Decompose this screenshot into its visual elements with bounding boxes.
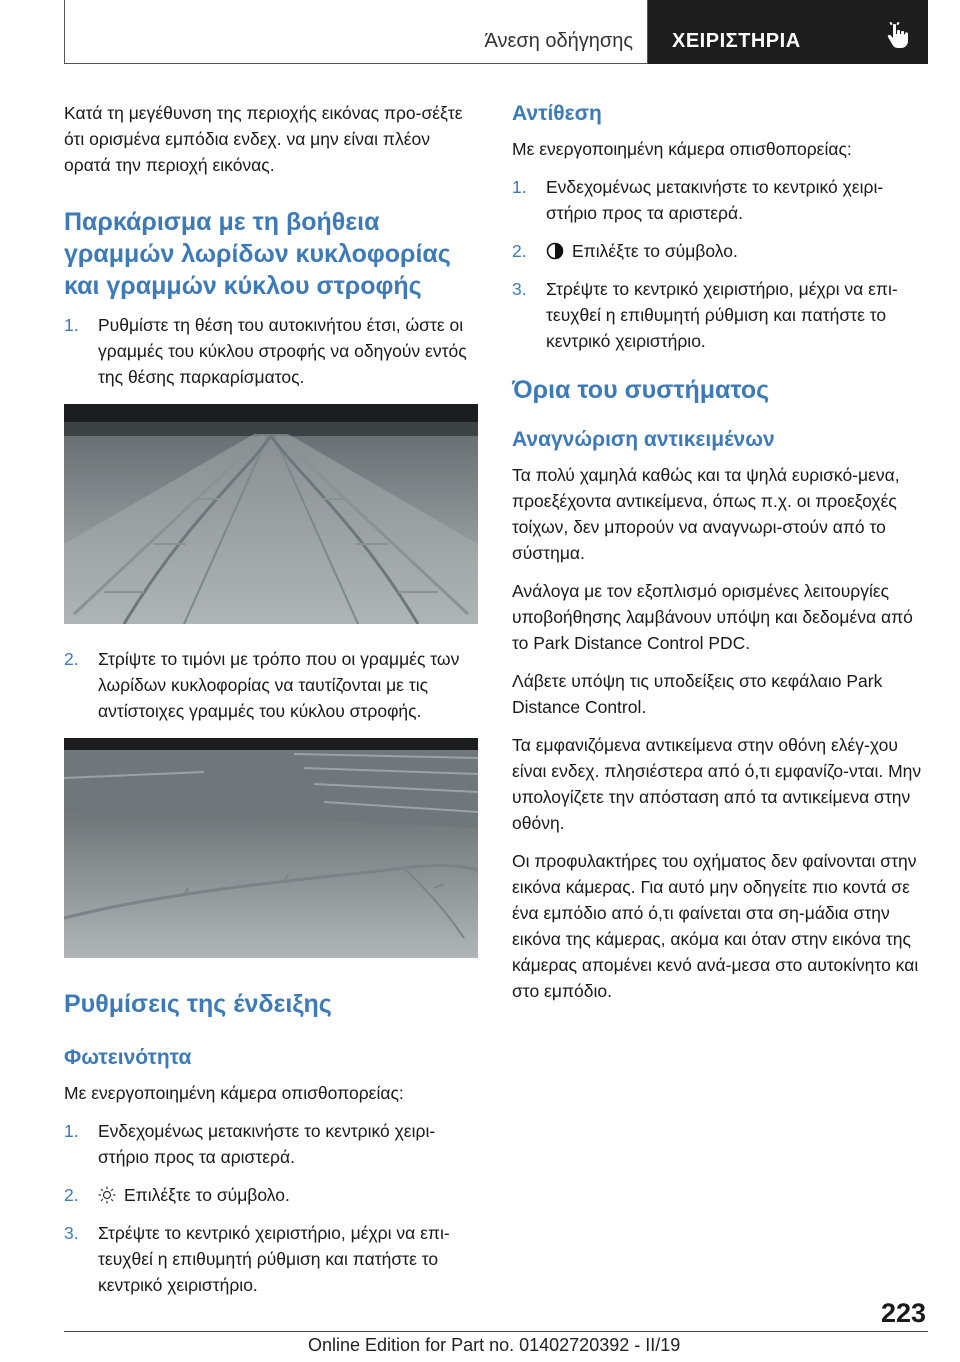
step-text: Ενδεχομένως μετακινήστε το κεντρικό χειρι-στήριο προς τα αριστερά. [98, 1121, 436, 1167]
contrast-step-1 [512, 174, 926, 226]
step-text: Επιλέξτε το σύμβολο. [572, 241, 738, 261]
brightness-sun-icon [98, 1186, 116, 1204]
brightness-step-3 [64, 1220, 478, 1298]
parking-heading: Παρκάρισμα με τη βοήθεια γραμμών λωρίδων κυκλοφορίας και γραμμών κύκλου στροφής [64, 208, 451, 300]
brightness-step-2 [64, 1182, 478, 1208]
footer-divider [64, 1331, 928, 1332]
step-number: 1. [64, 1121, 79, 1141]
edition-note: Online Edition for Part no. 01402720392 - II/19 [308, 1335, 681, 1355]
step-text: Στρίψτε το τιμόνι με τρόπο που οι γραμμές των λωρίδων κυκλοφορίας να ταυτίζονται με τις αντίστοιχες γραμμές του κύκλου στροφής. [98, 649, 460, 721]
brightness-intro: Με ενεργοποιημένη κάμερα οπισθοπορείας: [64, 1083, 404, 1103]
paragraph: Τα εμφανιζόμενα αντικείμενα στην οθόνη ελέγ-χου είναι ενδεχ. πλησιέστερα από ό,τι εμφανίζο-νται. Μην υπολογίζετε την απόσταση από τα αντικείμενα στην οθόνη. [512, 735, 922, 833]
chapter-tab [648, 0, 928, 64]
section-title: Άνεση οδήγησης [484, 30, 633, 52]
contrast-step-2 [512, 238, 926, 264]
brightness-steps [64, 1118, 478, 1298]
page-number: 223 [880, 1298, 926, 1328]
paragraph: Λάβετε υπόψη τις υποδείξεις στο κεφάλαιο Park Distance Control. [512, 671, 883, 717]
paragraph: Τα πολύ χαμηλά καθώς και τα ψηλά ευρισκό-μενα, προεξέχοντα αντικείμενα, όπως π.χ. οι προεξοχές τοίχων, δεν μπορούν να αναγνωρι-στούν από το σύστημα. [512, 465, 900, 563]
intro-paragraph: Κατά τη μεγέθυνση της περιοχής εικόνας προ-σέξτε ότι ορισμένα εμπόδια ενδεχ. να μην είναι πλέον ορατά την περιοχή εικόνας. [64, 103, 463, 175]
step-number: 1. [512, 177, 527, 197]
step-text: Στρέψτε το κεντρικό χειριστήριο, μέχρι να επι-τευχθεί η επιθυμητή ρύθμιση και πατήστε το κεντρικό χειριστήριο. [98, 1223, 450, 1295]
step-number: 1. [64, 315, 79, 335]
page-header [64, 0, 928, 64]
parking-steps-cont [64, 646, 478, 724]
step-number: 3. [64, 1223, 79, 1243]
system-limits-heading: Όρια του συστήματος [512, 376, 770, 404]
parking-step-2 [64, 646, 478, 724]
left-column [64, 100, 478, 1312]
contrast-heading: Αντίθεση [512, 102, 602, 125]
chapter-title: ΧΕΙΡΙΣΤΗΡΙΑ [672, 30, 801, 52]
parking-step-1 [64, 312, 478, 390]
step-number: 2. [64, 1185, 79, 1205]
contrast-intro: Με ενεργοποιημένη κάμερα οπισθοπορείας: [512, 139, 852, 159]
object-detection-heading: Αναγνώριση αντικειμένων [512, 428, 775, 451]
right-column [512, 100, 926, 1016]
brightness-step-1 [64, 1118, 478, 1170]
step-number: 3. [512, 279, 527, 299]
camera-turning-circle-image [64, 738, 478, 958]
contrast-icon [546, 242, 564, 260]
step-number: 2. [64, 649, 79, 669]
paragraph: Ανάλογα με τον εξοπλισμό ορισμένες λειτουργίες υποβοήθησης λαμβάνουν υπόψη και δεδομένα από το Park Distance Control PDC. [512, 581, 913, 653]
step-text: Ενδεχομένως μετακινήστε το κεντρικό χειρι-στήριο προς τα αριστερά. [546, 177, 884, 223]
brightness-heading: Φωτεινότητα [64, 1046, 192, 1069]
contrast-step-3 [512, 276, 926, 354]
step-text: Ρυθμίστε τη θέση του αυτοκινήτου έτσι, ώστε οι γραμμές του κύκλου στροφής να οδηγούν εντός της θέσης παρκαρίσματος. [98, 315, 467, 387]
step-text: Στρέψτε το κεντρικό χειριστήριο, μέχρι να επι-τευχθεί η επιθυμητή ρύθμιση και πατήστε το κεντρικό χειριστήριο. [546, 279, 898, 351]
parking-steps [64, 312, 478, 390]
step-number: 2. [512, 241, 527, 261]
paragraph: Οι προφυλακτήρες του οχήματος δεν φαίνονται στην εικόνα κάμερας. Για αυτό μην οδηγείτε πιο κοντά σε ένα εμπόδιο από ό,τι φαίνεται στα ση-μάδια στην εικόνα της κάμερας, ακόμα και όταν στην εικόνα της κάμερας απομένει κενό ανά-μεσα στο αυτοκίνητο και στο εμπόδιο. [512, 851, 919, 1001]
hand-pointer-icon [884, 22, 912, 50]
display-settings-heading: Ρυθμίσεις της ένδειξης [64, 990, 332, 1018]
contrast-steps [512, 174, 926, 354]
camera-lane-lines-image [64, 404, 478, 624]
step-text: Επιλέξτε το σύμβολο. [124, 1185, 290, 1205]
section-tab [64, 0, 648, 64]
